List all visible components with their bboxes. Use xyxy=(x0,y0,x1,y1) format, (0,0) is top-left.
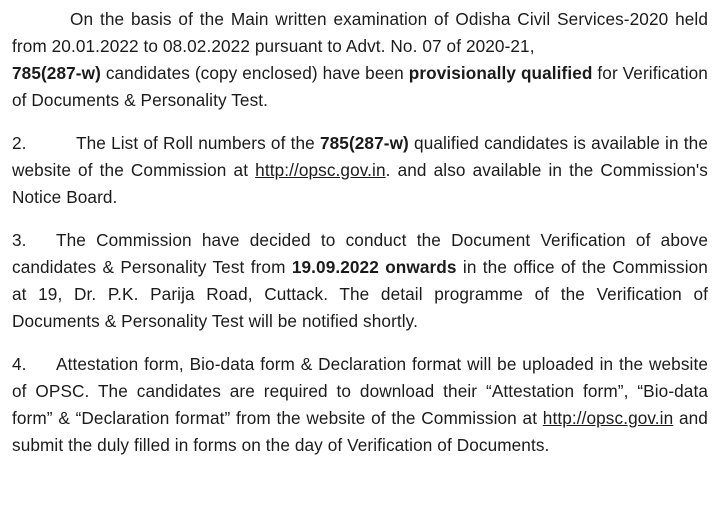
paragraph-2 xyxy=(12,130,708,211)
p3-text-1: The Commission have decided to conduct the Document Verification of above candidates & Personality Test from xyxy=(12,230,708,277)
p1-text-1: On the basis of the Main written examination of Odisha Civil Services-2020 held from 20.01.2022 to 08.02.2022 pursuant to Advt. No. 07 of 2020-21, xyxy=(12,9,708,56)
p2-text-1: The List of Roll numbers of the xyxy=(76,133,315,153)
p4-number: 4. xyxy=(12,354,27,374)
p2-candidate-count: 785(287-w) xyxy=(319,133,409,153)
notice-document xyxy=(12,6,708,475)
opsc-website-link-1[interactable]: http://opsc.gov.in xyxy=(255,160,386,180)
p1-text-3: for Verification of Documents & Personality Test. xyxy=(12,63,708,110)
p2-text-3: . and also available in the Commission's Notice Board. xyxy=(12,160,708,207)
paragraph-3 xyxy=(12,227,708,335)
paragraph-1 xyxy=(12,6,708,114)
p2-number: 2. xyxy=(12,133,27,153)
p4-text-1: Attestation form, Bio-data form & Declaration format will be uploaded in the website of OPSC. The candidates are required to download their “Attestation form”, “Bio-data form” & “Declaration format” from the website of the Commission at xyxy=(12,354,708,428)
p1-qualified-status: provisionally qualified xyxy=(408,63,593,83)
p2-text-2: qualified candidates is available in the website of the Commission at xyxy=(12,133,708,180)
p3-number: 3. xyxy=(12,230,27,250)
opsc-website-link-2[interactable]: http://opsc.gov.in xyxy=(542,408,674,428)
paragraph-4 xyxy=(12,351,708,459)
p1-candidate-count: 785(287-w) xyxy=(12,63,101,83)
p4-text-2: and submit the duly filled in forms on the day of Verification of Documents. xyxy=(12,408,708,455)
p3-text-2: in the office of the Commission at 19, Dr. P.K. Parija Road, Cuttack. The detail programme of the Verification of Documents & Personality Test will be notified shortly. xyxy=(12,257,708,331)
p1-text-2: candidates (copy enclosed) have been xyxy=(105,63,404,83)
p3-start-date: 19.09.2022 onwards xyxy=(291,257,457,277)
